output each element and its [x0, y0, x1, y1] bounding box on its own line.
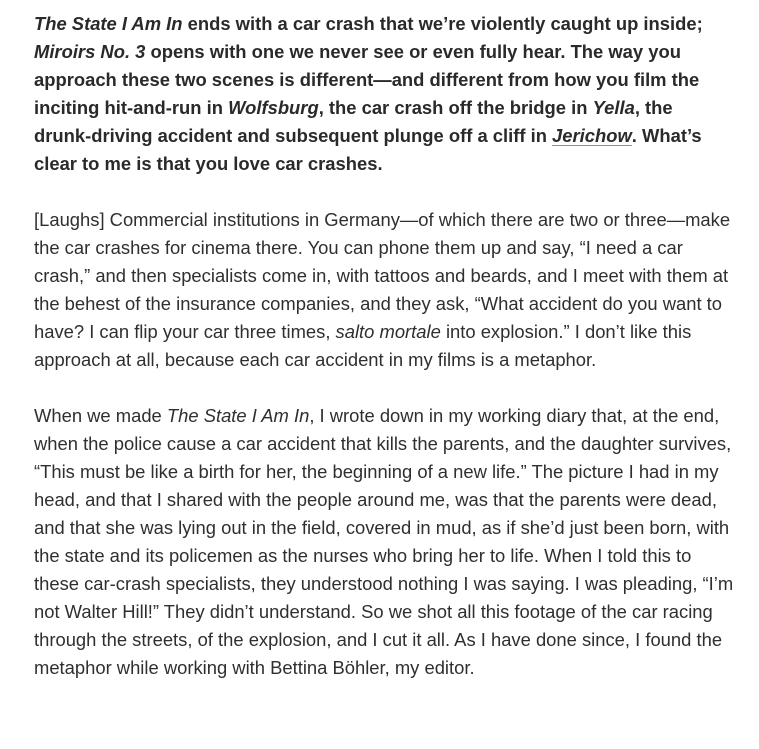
film-title: Wolfsburg: [228, 97, 319, 118]
interview-answer: [34, 402, 734, 682]
question-text: ends with a car crash that we’re violently caught up inside;: [182, 13, 703, 34]
film-title: Yella: [592, 97, 635, 118]
emphasis-text: salto mortale: [335, 321, 441, 342]
film-title: Miroirs No. 3: [34, 41, 146, 62]
question-text: opens with one we never see or even fully hear. The way you approach these two scenes is different—and different from how you film the inciting hit-and-run in: [34, 41, 700, 118]
answer-text: When we made: [34, 405, 167, 426]
film-title: The State I Am In: [34, 13, 183, 34]
question-text: , the drunk-driving accident and subsequent plunge off a cliff in: [34, 97, 673, 146]
interview-answer: [34, 206, 734, 374]
interview-question: [34, 10, 734, 178]
film-link-jerichow[interactable]: [552, 125, 632, 146]
interview-article: [34, 10, 734, 710]
answer-text: , I wrote down in my working diary that, at the end, when the police cause a car accident that kills the parents, and the daughter survives, “This must be like a birth for her, the beginning of a new life.” The picture I had in my head, and that I shared with the people around me, was that the parents were dead, and that she was lying out in the field, covered in mud, as if she’d just been born, with the state and its policemen as the nurses who bring her to life. When I told this to these car-crash specialists, they understood nothing I was saying. I was pleading, “I’m not Walter Hill!” They didn’t understand. So we shot all this footage of the car racing through the streets, of the explosion, and I cut it all. As I have done since, I found the metaphor while working with Bettina Böhler, my editor.: [34, 405, 734, 678]
answer-text: into explosion.” I don’t like this approach at all, because each car accident in my films is a metaphor.: [34, 321, 692, 370]
answer-text: [Laughs] Commercial institutions in Germany—of which there are two or three—make the car crashes for cinema there. You can phone them up and say, “I need a car crash,” and then specialists come in, with tattoos and beards, and I meet with them at the behest of the insurance companies, and they ask, “What accident do you want to have? I can flip your car three times,: [34, 209, 731, 342]
question-text: . What’s clear to me is that you love car crashes.: [34, 125, 702, 174]
film-title: Jerichow: [552, 125, 632, 146]
question-text: , the car crash off the bridge in: [318, 97, 593, 118]
film-title: The State I Am In: [166, 405, 310, 426]
